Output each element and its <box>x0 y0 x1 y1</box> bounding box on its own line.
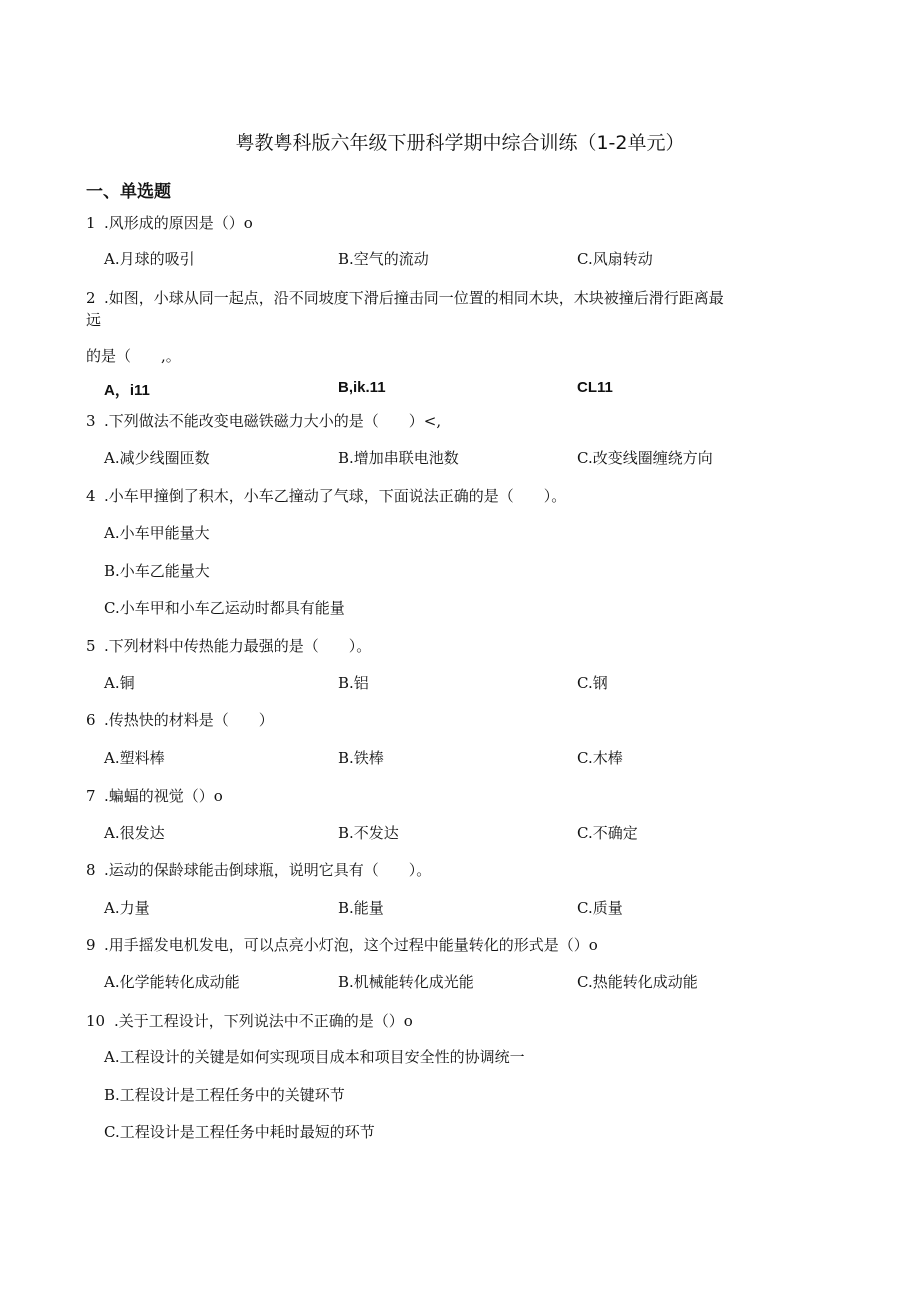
option-c: C.工程设计是工程任务中耗时最短的环节 <box>104 1123 375 1141</box>
option-a: A.力量 <box>104 899 150 917</box>
question-text: .小车甲撞倒了积木，小车乙撞动了气球，下面说法正确的是（ ）。 <box>104 487 567 505</box>
question-number: 7 <box>86 787 96 805</box>
option-a: A.月球的吸引 <box>104 250 195 268</box>
question-number: 1 <box>86 214 96 232</box>
question-3 <box>86 410 441 431</box>
option-a: A.化学能转化成动能 <box>104 973 240 991</box>
question-number: 10 <box>86 1012 106 1030</box>
option-c: C.小车甲和小车乙运动时都具有能量 <box>104 599 345 617</box>
question-2-continuation: 的是（ ,。 <box>86 347 181 365</box>
question-10 <box>86 1010 413 1031</box>
question-text: .传热快的材料是（ ） <box>104 711 274 729</box>
question-number: 8 <box>86 861 96 879</box>
option-b: B.小车乙能量大 <box>104 562 210 580</box>
question-text: .下列做法不能改变电磁铁磁力大小的是（ ）<, <box>104 412 442 430</box>
question-text: .用手摇发电机发电，可以点亮小灯泡，这个过程中能量转化的形式是（）o <box>104 936 598 954</box>
option-b: B.机械能转化成光能 <box>338 973 474 991</box>
question-number: 2 <box>86 289 96 307</box>
option-c: C.不确定 <box>577 824 638 842</box>
option-a: A.减少线圈匝数 <box>104 449 210 467</box>
question-6 <box>86 709 274 730</box>
question-text: .关于工程设计，下列说法中不正确的是（）o <box>114 1012 413 1030</box>
question-text: .风形成的原因是（）o <box>104 214 253 232</box>
option-c: C.质量 <box>577 899 623 917</box>
option-a: A，i11 <box>104 382 150 399</box>
question-text: .如图，小球从同一起点，沿不同坡度下滑后撞击同一位置的相同木块，木块被撞后滑行距离最 <box>104 289 724 307</box>
question-9 <box>86 934 598 955</box>
question-5 <box>86 635 371 656</box>
option-c: C.木棒 <box>577 749 623 767</box>
question-number: 5 <box>86 637 96 655</box>
option-c: C.热能转化成动能 <box>577 973 698 991</box>
option-c: CL11 <box>577 379 613 396</box>
question-text: .蝙蝠的视觉（）o <box>104 787 223 805</box>
option-a: A.工程设计的关键是如何实现项目成本和项目安全性的协调统一 <box>104 1048 525 1066</box>
option-c: C.风扇转动 <box>577 250 653 268</box>
option-a: A.铜 <box>104 674 135 692</box>
question-1 <box>86 212 253 233</box>
option-c: C.改变线圈缠绕方向 <box>577 449 713 467</box>
question-number: 9 <box>86 936 96 954</box>
question-2-continuation: 远 <box>86 311 102 329</box>
question-8 <box>86 859 431 880</box>
option-c: C.钢 <box>577 674 608 692</box>
option-a: A.很发达 <box>104 824 165 842</box>
question-number: 4 <box>86 487 96 505</box>
question-text: .下列材料中传热能力最强的是（ ）。 <box>104 637 372 655</box>
page-title: 粤教粤科版六年级下册科学期中综合训练（1-2单元） <box>235 132 685 154</box>
option-b: B.工程设计是工程任务中的关键环节 <box>104 1086 345 1104</box>
option-a: A.塑料棒 <box>104 749 165 767</box>
option-b: B.能量 <box>338 899 384 917</box>
option-b: B.增加串联电池数 <box>338 449 459 467</box>
option-b: B.不发达 <box>338 824 399 842</box>
question-number: 3 <box>86 412 96 430</box>
question-2 <box>86 287 724 308</box>
question-7 <box>86 785 223 806</box>
option-b: B.空气的流动 <box>338 250 429 268</box>
option-a: A.小车甲能量大 <box>104 524 210 542</box>
option-b: B.铁棒 <box>338 749 384 767</box>
option-b: B,ik.11 <box>338 379 386 396</box>
section-heading: 一、单选题 <box>86 182 171 202</box>
option-b: B.铝 <box>338 674 369 692</box>
question-text: .运动的保龄球能击倒球瓶，说明它具有（ ）。 <box>104 861 432 879</box>
question-4 <box>86 485 566 506</box>
question-number: 6 <box>86 711 96 729</box>
